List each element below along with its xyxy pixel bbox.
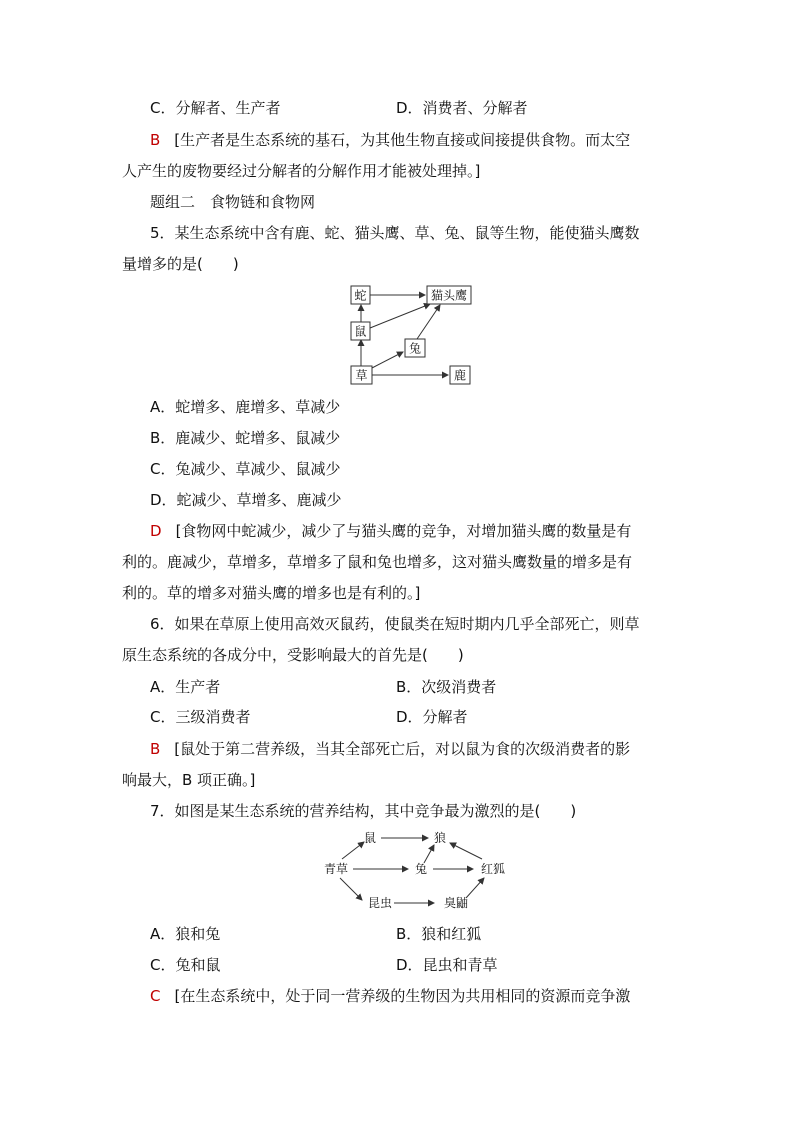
q4-answer: B: [150, 131, 161, 149]
q5-explanation-line2: 利的。鹿减少，草增多，草增多了鼠和兔也增多，这对猫头鹰数量的增多是有: [122, 553, 633, 571]
q7-node-wolf: 狼: [433, 831, 447, 845]
q5-node-rabbit-label: 兔: [408, 341, 422, 356]
q7-node-grass: 青草: [323, 862, 349, 876]
q5-option-c: C．兔减少、草减少、鼠减少: [150, 460, 341, 478]
q7-answer: C: [150, 987, 161, 1005]
q7-option-c: C．兔和鼠: [150, 956, 221, 974]
q7-expl-text1: [在生态系统中，处于同一营养级的生物因为共用相同的资源而竞争激: [174, 987, 631, 1005]
q4-option-c: C．分解者、生产者: [150, 99, 281, 117]
group-title: 题组二 食物链和食物网: [150, 193, 316, 211]
q5-food-web-diagram: [345, 282, 480, 387]
q6-option-b: B．次级消费者: [396, 678, 497, 696]
q4-explanation-line2: 人产生的废物要经过分解者的分解作用才能被处理掉。]: [122, 162, 481, 180]
q4-expl-text1: [生产者是生态系统的基石，为其他生物直接或间接提供食物。而太空: [174, 131, 631, 149]
q4-explanation-line1: [150, 129, 630, 151]
q6-option-a: A．生产者: [150, 678, 221, 696]
q5-stem-line2: 量增多的是( ): [122, 255, 239, 273]
q6-explanation-line2: 响最大，B 项正确。]: [122, 771, 256, 789]
q5-option-d: D．蛇减少、草增多、鹿减少: [150, 491, 342, 509]
q5-answer: D: [150, 522, 162, 540]
q5-node-rabbit: [405, 339, 425, 357]
q7-node-mouse: 鼠: [363, 831, 377, 845]
q5-node-deer-label: 鹿: [453, 368, 467, 383]
q5-node-snake-label: 蛇: [354, 288, 367, 303]
q5-explanation-line3: 利的。草的增多对猫头鹰的增多也是有利的。]: [122, 584, 421, 602]
q7-option-a: A．狼和兔: [150, 925, 221, 943]
q7-node-rabbit: 兔: [414, 862, 428, 876]
q6-option-d: D．分解者: [396, 708, 468, 726]
q5-node-grass-label: 草: [355, 368, 368, 383]
q7-option-b: B．狼和红狐: [396, 925, 482, 943]
q5-node-mouse: [351, 322, 370, 340]
q5-node-mouse-label: 鼠: [354, 324, 367, 339]
q5-option-a: A．蛇增多、鹿增多、草减少: [150, 398, 341, 416]
q5-stem-line1: 5．某生态系统中含有鹿、蛇、猫头鹰、草、兔、鼠等生物，能使猫头鹰数: [150, 224, 640, 242]
q6-answer: B: [150, 740, 161, 758]
q5-node-owl: [427, 286, 471, 304]
q5-node-snake: [351, 286, 370, 304]
q7-node-insect: 昆虫: [367, 896, 393, 910]
q5-node-owl-label: 猫头鹰: [430, 288, 468, 303]
q7-node-fox: 红狐: [480, 862, 506, 876]
q6-stem-line1: 6．如果在草原上使用高效灭鼠药，使鼠类在短时期内几乎全部死亡，则草: [150, 615, 640, 633]
q5-explanation-line1: [150, 520, 631, 542]
q7-explanation-line1: [150, 985, 630, 1007]
q7-stem: 7．如图是某生态系统的营养结构，其中竞争最为激烈的是( ): [150, 802, 577, 820]
q6-expl-text1: [鼠处于第二营养级，当其全部死亡后，对以鼠为食的次级消费者的影: [174, 740, 631, 758]
q7-node-skunk: 臭鼬: [443, 896, 469, 910]
q5-expl-text1: [食物网中蛇减少，减少了与猫头鹰的竞争，对增加猫头鹰的数量是有: [175, 522, 632, 540]
q6-explanation-line1: [150, 738, 630, 760]
q6-option-c: C．三级消费者: [150, 708, 251, 726]
q5-node-deer: [450, 366, 470, 384]
q7-option-d: D．昆虫和青草: [396, 956, 498, 974]
q5-option-b: B．鹿减少、蛇增多、鼠减少: [150, 429, 341, 447]
q5-node-grass: [351, 366, 372, 384]
q6-stem-line2: 原生态系统的各成分中，受影响最大的首先是( ): [122, 646, 464, 664]
q7-food-web-diagram: [318, 828, 518, 913]
q4-option-d: D．消费者、分解者: [396, 99, 528, 117]
